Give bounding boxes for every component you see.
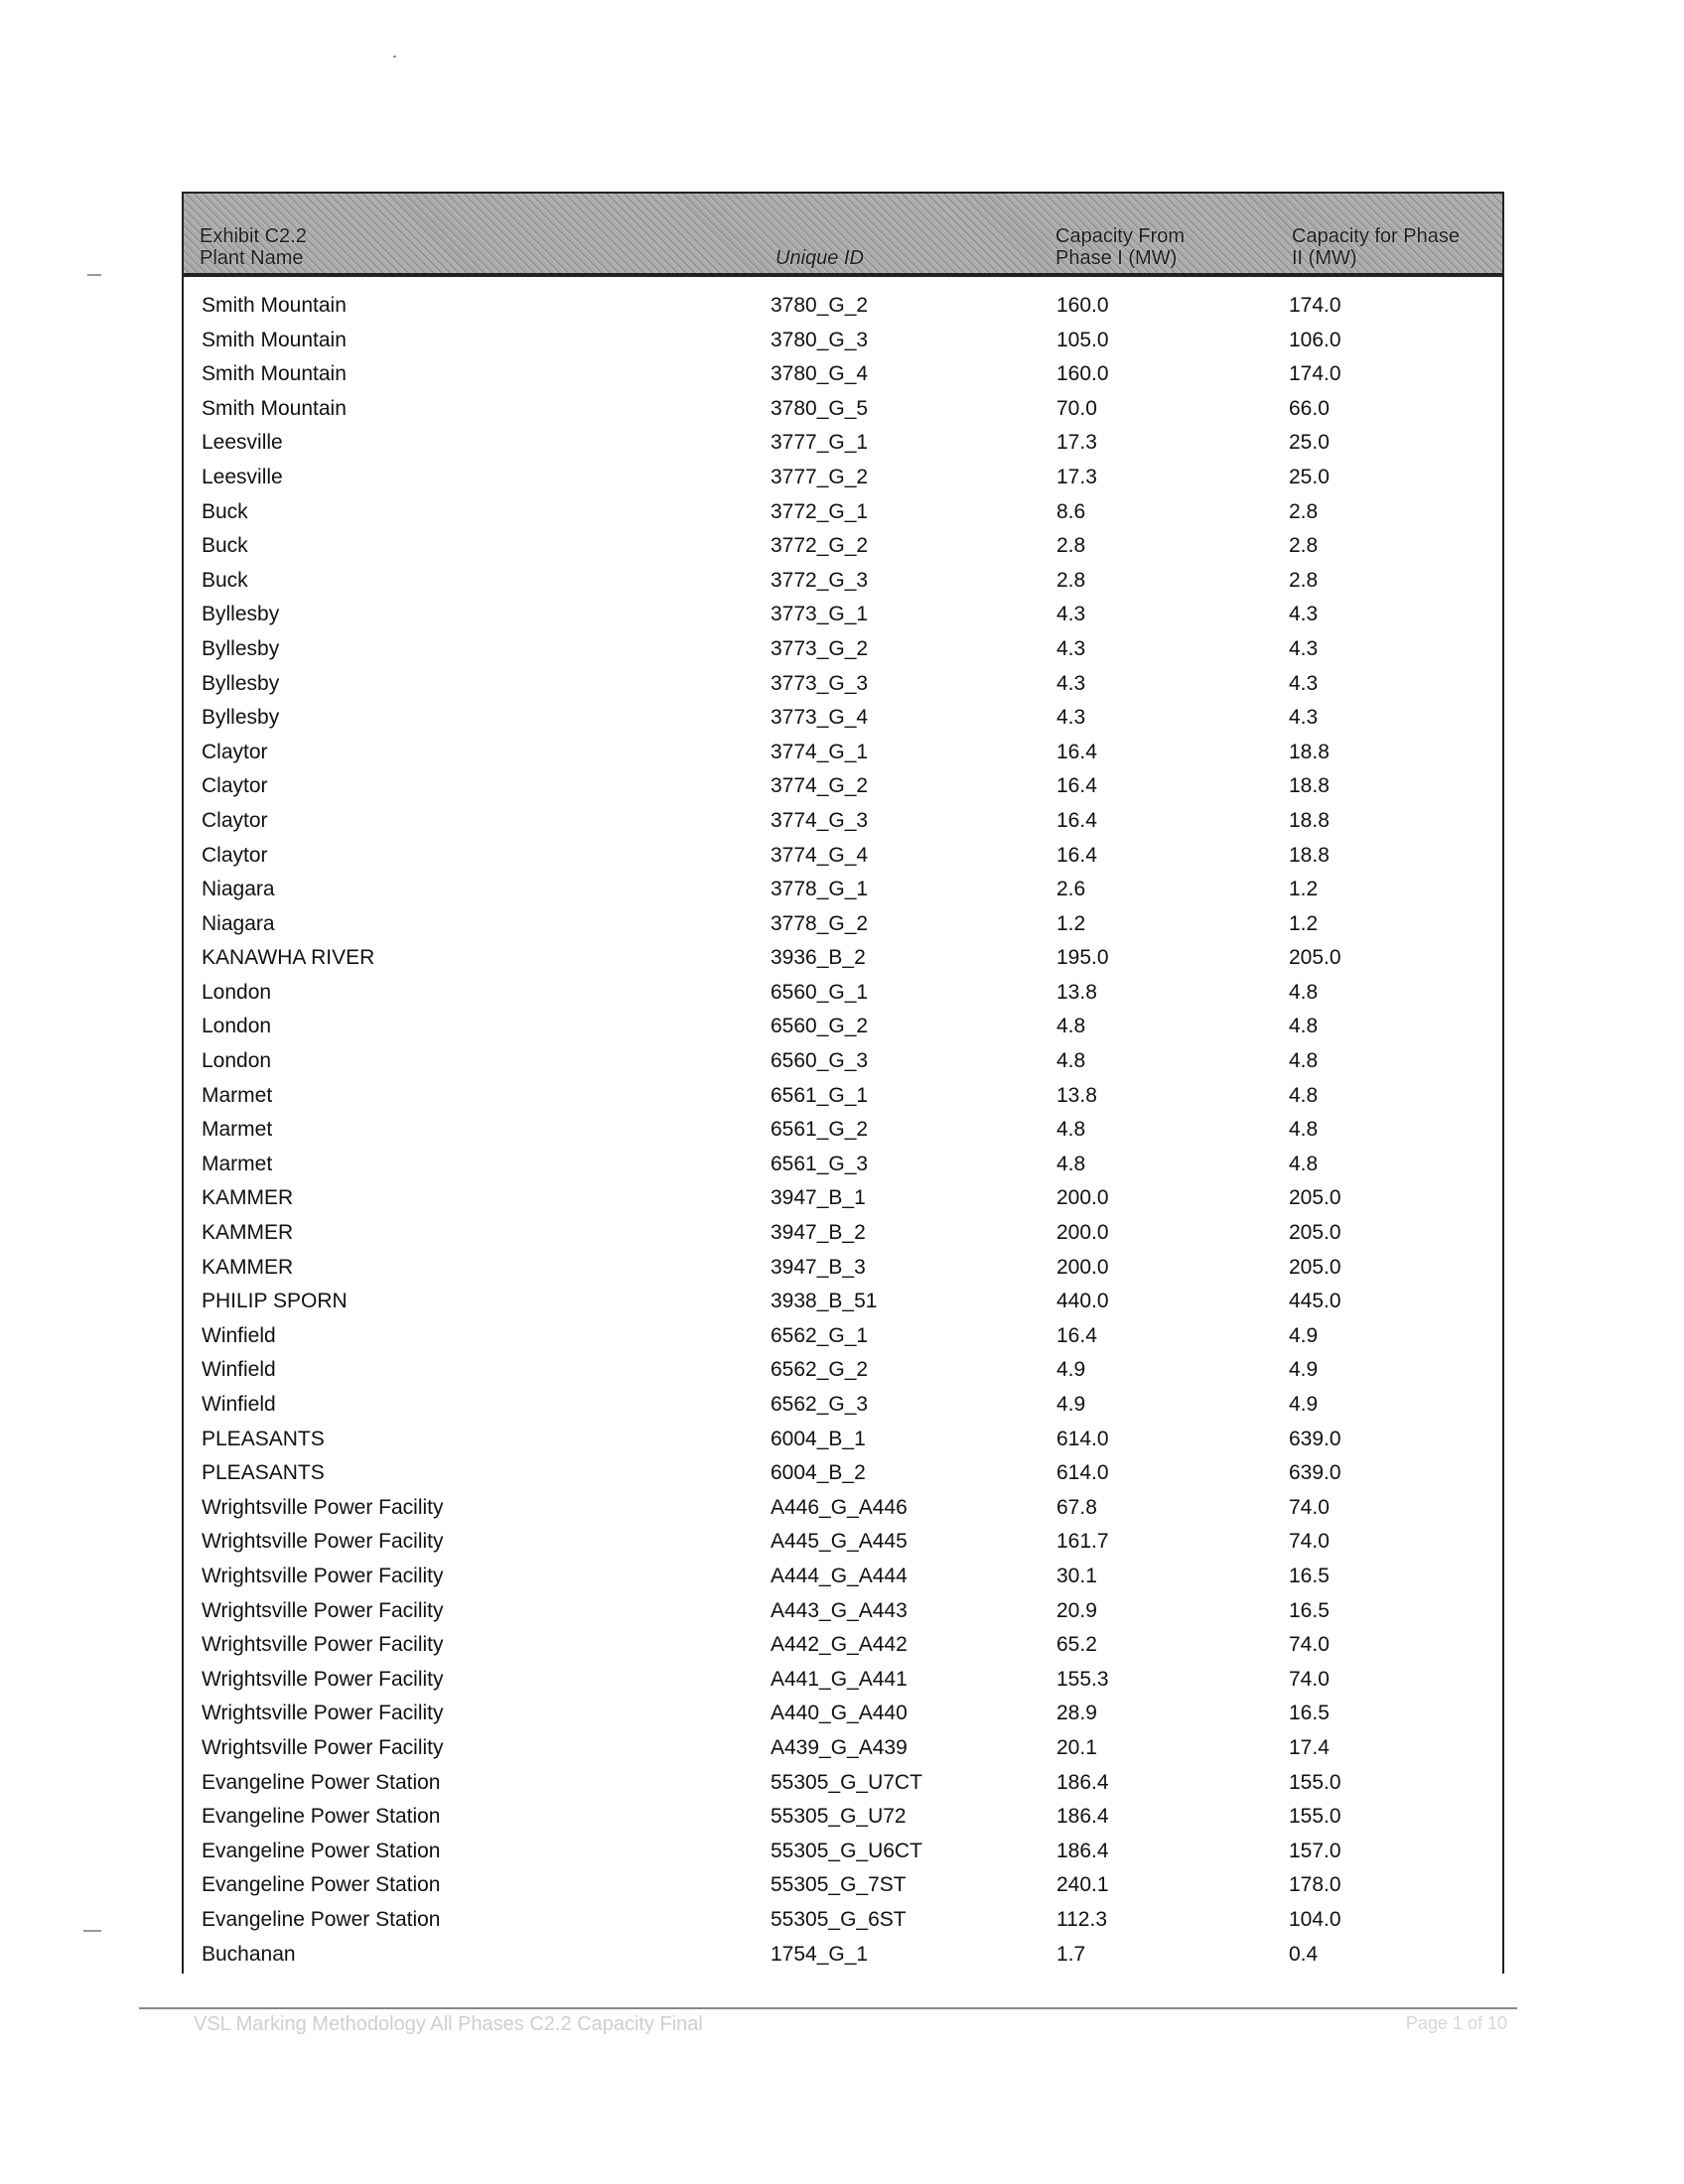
cell-capacity-phase2: 205.0 (1289, 946, 1341, 970)
cell-plant-name: Byllesby (202, 706, 280, 730)
cell-plant-name: Buchanan (202, 1942, 296, 1966)
table-row (184, 769, 1502, 804)
cell-capacity-phase1: 112.3 (1056, 1907, 1107, 1931)
table-row (184, 1697, 1502, 1731)
table-row (184, 873, 1502, 907)
cell-unique-id: 3773_G_4 (771, 706, 869, 730)
table-row (184, 839, 1502, 874)
cell-unique-id: 3773_G_2 (771, 636, 869, 660)
cell-plant-name: Byllesby (202, 671, 280, 695)
cell-capacity-phase1: 155.3 (1056, 1667, 1109, 1691)
cell-capacity-phase1: 2.6 (1056, 878, 1086, 901)
cell-plant-name: Wrightsville Power Facility (202, 1598, 444, 1622)
cell-unique-id: 3778_G_1 (771, 878, 869, 901)
cell-capacity-phase1: 70.0 (1056, 396, 1097, 420)
header-capacity-phase2 (1292, 225, 1460, 269)
cell-unique-id: A446_G_A446 (771, 1495, 908, 1519)
table-row (184, 1181, 1502, 1216)
cell-unique-id: A441_G_A441 (771, 1667, 908, 1691)
cell-capacity-phase2: 205.0 (1289, 1255, 1341, 1279)
footer-document-title: VSL Marking Methodology All Phases C2.2 Capacity Final (194, 2013, 703, 2035)
cell-plant-name: Marmet (202, 1083, 273, 1107)
cell-plant-name: Smith Mountain (202, 294, 347, 317)
footer-page-number: Page 1 of 10 (1405, 2013, 1507, 2033)
cell-unique-id: 3774_G_1 (771, 740, 869, 763)
cell-capacity-phase1: 17.3 (1056, 431, 1097, 455)
table-row (184, 1251, 1502, 1286)
cell-capacity-phase1: 16.4 (1056, 774, 1097, 798)
cell-plant-name: KAMMER (202, 1186, 294, 1210)
cell-capacity-phase2: 4.3 (1289, 706, 1319, 730)
table-row (184, 1388, 1502, 1423)
cell-capacity-phase2: 66.0 (1289, 396, 1330, 420)
table-row (184, 1525, 1502, 1560)
header-unique-id: Unique ID (775, 247, 864, 269)
table-row (184, 324, 1502, 358)
cell-capacity-phase1: 4.9 (1056, 1393, 1086, 1416)
header-capacity-phase1-line1: Capacity From (1055, 225, 1186, 247)
capacity-table (182, 192, 1504, 1974)
cell-capacity-phase1: 614.0 (1056, 1427, 1109, 1450)
cell-plant-name: KANAWHA RIVER (202, 946, 375, 970)
cell-capacity-phase2: 4.3 (1289, 603, 1319, 626)
table-row (184, 1731, 1502, 1766)
table-row (184, 1456, 1502, 1491)
cell-plant-name: London (202, 1049, 272, 1073)
cell-capacity-phase1: 4.8 (1056, 1049, 1086, 1073)
header-capacity-phase2-line2: II (MW) (1292, 247, 1357, 269)
cell-capacity-phase2: 4.8 (1289, 1015, 1319, 1038)
cell-capacity-phase2: 174.0 (1289, 294, 1341, 317)
cell-unique-id: 3947_B_2 (771, 1221, 866, 1245)
cell-capacity-phase1: 195.0 (1056, 946, 1109, 970)
cell-capacity-phase1: 186.4 (1056, 1770, 1109, 1794)
cell-capacity-phase1: 4.8 (1056, 1015, 1086, 1038)
cell-plant-name: London (202, 1015, 272, 1038)
cell-plant-name: Wrightsville Power Facility (202, 1564, 444, 1587)
cell-plant-name: Smith Mountain (202, 362, 347, 386)
cell-plant-name: KAMMER (202, 1221, 294, 1245)
table-row (184, 976, 1502, 1011)
cell-plant-name: Wrightsville Power Facility (202, 1702, 444, 1725)
cell-capacity-phase2: 4.8 (1289, 1083, 1319, 1107)
cell-plant-name: Claytor (202, 740, 268, 763)
cell-plant-name: Marmet (202, 1118, 273, 1142)
cell-capacity-phase1: 2.8 (1056, 568, 1086, 592)
table-row (184, 1353, 1502, 1388)
cell-capacity-phase1: 4.3 (1056, 636, 1086, 660)
cell-capacity-phase1: 8.6 (1056, 499, 1086, 523)
cell-capacity-phase2: 2.8 (1289, 499, 1319, 523)
scan-speck (87, 274, 101, 276)
cell-capacity-phase1: 67.8 (1056, 1495, 1097, 1519)
table-body (184, 289, 1502, 1972)
cell-unique-id: A440_G_A440 (771, 1702, 908, 1725)
cell-capacity-phase1: 13.8 (1056, 980, 1097, 1004)
table-row (184, 1423, 1502, 1457)
header-exhibit-label: Exhibit C2.2 (200, 225, 307, 247)
cell-capacity-phase2: 2.8 (1289, 534, 1319, 558)
cell-unique-id: 3774_G_4 (771, 843, 869, 867)
cell-plant-name: Buck (202, 568, 248, 592)
cell-capacity-phase2: 25.0 (1289, 431, 1330, 455)
cell-plant-name: Evangeline Power Station (202, 1770, 441, 1794)
cell-plant-name: Leesville (202, 465, 283, 488)
cell-unique-id: 55305_G_6ST (771, 1907, 907, 1931)
cell-unique-id: 3780_G_2 (771, 294, 869, 317)
cell-capacity-phase2: 16.5 (1289, 1598, 1330, 1622)
table-row (184, 1216, 1502, 1251)
cell-unique-id: A439_G_A439 (771, 1735, 908, 1759)
cell-capacity-phase1: 1.7 (1056, 1942, 1086, 1966)
table-row (184, 289, 1502, 324)
cell-capacity-phase2: 16.5 (1289, 1564, 1330, 1587)
cell-plant-name: Evangeline Power Station (202, 1907, 441, 1931)
cell-capacity-phase1: 440.0 (1056, 1290, 1109, 1313)
cell-capacity-phase1: 17.3 (1056, 465, 1097, 488)
cell-plant-name: Wrightsville Power Facility (202, 1735, 444, 1759)
table-row (184, 1868, 1502, 1903)
cell-capacity-phase1: 200.0 (1056, 1186, 1109, 1210)
cell-capacity-phase1: 4.8 (1056, 1152, 1086, 1175)
cell-unique-id: 55305_G_7ST (771, 1873, 907, 1897)
cell-unique-id: 6004_B_2 (771, 1461, 866, 1485)
cell-capacity-phase2: 178.0 (1289, 1873, 1341, 1897)
table-row (184, 1079, 1502, 1114)
cell-unique-id: 3947_B_1 (771, 1186, 866, 1210)
cell-capacity-phase2: 155.0 (1289, 1805, 1341, 1829)
cell-capacity-phase2: 1.2 (1289, 878, 1319, 901)
table-row (184, 1319, 1502, 1354)
cell-plant-name: Niagara (202, 878, 275, 901)
cell-unique-id: 6560_G_1 (771, 980, 869, 1004)
cell-capacity-phase1: 16.4 (1056, 740, 1097, 763)
cell-plant-name: Buck (202, 534, 248, 558)
cell-capacity-phase2: 25.0 (1289, 465, 1330, 488)
cell-capacity-phase2: 74.0 (1289, 1667, 1330, 1691)
cell-capacity-phase1: 614.0 (1056, 1461, 1109, 1485)
scan-speck (393, 56, 396, 58)
cell-plant-name: Evangeline Power Station (202, 1873, 441, 1897)
cell-unique-id: 3938_B_51 (771, 1290, 878, 1313)
cell-unique-id: 55305_G_U72 (771, 1805, 907, 1829)
cell-plant-name: Niagara (202, 911, 275, 935)
cell-capacity-phase2: 174.0 (1289, 362, 1341, 386)
cell-capacity-phase2: 639.0 (1289, 1427, 1341, 1450)
cell-capacity-phase1: 4.9 (1056, 1358, 1086, 1382)
cell-capacity-phase2: 74.0 (1289, 1495, 1330, 1519)
table-row (184, 495, 1502, 530)
cell-capacity-phase2: 18.8 (1289, 774, 1330, 798)
table-row (184, 1594, 1502, 1629)
cell-plant-name: Winfield (202, 1393, 276, 1416)
cell-capacity-phase1: 2.8 (1056, 534, 1086, 558)
cell-capacity-phase2: 104.0 (1289, 1907, 1341, 1931)
cell-capacity-phase1: 4.8 (1056, 1118, 1086, 1142)
table-row (184, 598, 1502, 632)
cell-capacity-phase1: 20.1 (1056, 1735, 1097, 1759)
cell-capacity-phase2: 157.0 (1289, 1839, 1341, 1862)
cell-unique-id: 6562_G_3 (771, 1393, 869, 1416)
cell-capacity-phase2: 4.8 (1289, 1049, 1319, 1073)
cell-unique-id: 55305_G_U6CT (771, 1839, 922, 1862)
cell-unique-id: 1754_G_1 (771, 1942, 869, 1966)
cell-unique-id: 3773_G_3 (771, 671, 869, 695)
cell-capacity-phase1: 16.4 (1056, 1323, 1097, 1347)
cell-unique-id: 3780_G_4 (771, 362, 869, 386)
cell-unique-id: 3777_G_1 (771, 431, 869, 455)
cell-capacity-phase2: 4.8 (1289, 1152, 1319, 1175)
cell-plant-name: Buck (202, 499, 248, 523)
cell-capacity-phase2: 639.0 (1289, 1461, 1341, 1485)
table-row (184, 1903, 1502, 1938)
cell-unique-id: 3772_G_1 (771, 499, 869, 523)
cell-capacity-phase1: 105.0 (1056, 328, 1109, 351)
table-row (184, 426, 1502, 461)
header-capacity-phase2-line1: Capacity for Phase (1292, 225, 1460, 247)
table-row (184, 1113, 1502, 1148)
cell-capacity-phase2: 4.3 (1289, 636, 1319, 660)
footer-divider (139, 2007, 1517, 2009)
cell-capacity-phase2: 74.0 (1289, 1530, 1330, 1554)
cell-unique-id: 3778_G_2 (771, 911, 869, 935)
cell-unique-id: A443_G_A443 (771, 1598, 908, 1622)
cell-capacity-phase1: 240.1 (1056, 1873, 1109, 1897)
cell-plant-name: Claytor (202, 843, 268, 867)
cell-capacity-phase1: 1.2 (1056, 911, 1086, 935)
table-row (184, 357, 1502, 392)
cell-capacity-phase2: 4.8 (1289, 1118, 1319, 1142)
table-row (184, 667, 1502, 702)
cell-capacity-phase1: 4.3 (1056, 603, 1086, 626)
cell-capacity-phase2: 205.0 (1289, 1186, 1341, 1210)
cell-plant-name: Byllesby (202, 603, 280, 626)
cell-unique-id: 3947_B_3 (771, 1255, 866, 1279)
cell-capacity-phase2: 2.8 (1289, 568, 1319, 592)
table-row (184, 1285, 1502, 1319)
cell-unique-id: 55305_G_U7CT (771, 1770, 922, 1794)
cell-capacity-phase2: 74.0 (1289, 1633, 1330, 1657)
cell-capacity-phase2: 4.9 (1289, 1358, 1319, 1382)
cell-unique-id: 6562_G_2 (771, 1358, 869, 1382)
cell-capacity-phase1: 160.0 (1056, 362, 1109, 386)
cell-unique-id: 3774_G_2 (771, 774, 869, 798)
cell-capacity-phase2: 17.4 (1289, 1735, 1330, 1759)
table-row (184, 1766, 1502, 1801)
cell-unique-id: 6561_G_1 (771, 1083, 869, 1107)
cell-unique-id: 3777_G_2 (771, 465, 869, 488)
cell-unique-id: 6004_B_1 (771, 1427, 866, 1450)
cell-capacity-phase1: 4.3 (1056, 671, 1086, 695)
cell-plant-name: KAMMER (202, 1255, 294, 1279)
table-row (184, 1560, 1502, 1594)
cell-unique-id: 6562_G_1 (771, 1323, 869, 1347)
cell-capacity-phase2: 155.0 (1289, 1770, 1341, 1794)
table-row (184, 1663, 1502, 1698)
table-row (184, 632, 1502, 667)
cell-plant-name: Claytor (202, 774, 268, 798)
cell-capacity-phase1: 161.7 (1056, 1530, 1109, 1554)
table-row (184, 1010, 1502, 1044)
table-row (184, 392, 1502, 427)
cell-capacity-phase2: 4.9 (1289, 1393, 1319, 1416)
header-capacity-phase1-line2: Phase I (MW) (1055, 247, 1178, 269)
cell-plant-name: Marmet (202, 1152, 273, 1175)
cell-unique-id: 6561_G_2 (771, 1118, 869, 1142)
cell-capacity-phase1: 160.0 (1056, 294, 1109, 317)
table-row (184, 529, 1502, 564)
cell-capacity-phase1: 4.3 (1056, 706, 1086, 730)
cell-capacity-phase1: 28.9 (1056, 1702, 1097, 1725)
cell-plant-name: Wrightsville Power Facility (202, 1495, 444, 1519)
cell-plant-name: PLEASANTS (202, 1427, 325, 1450)
cell-plant-name: Leesville (202, 431, 283, 455)
cell-plant-name: Wrightsville Power Facility (202, 1530, 444, 1554)
cell-unique-id: A444_G_A444 (771, 1564, 908, 1587)
cell-capacity-phase2: 0.4 (1289, 1942, 1319, 1966)
cell-unique-id: 3780_G_3 (771, 328, 869, 351)
cell-capacity-phase1: 65.2 (1056, 1633, 1097, 1657)
cell-unique-id: 3772_G_3 (771, 568, 869, 592)
table-row (184, 1148, 1502, 1182)
cell-capacity-phase2: 18.8 (1289, 740, 1330, 763)
cell-plant-name: Claytor (202, 808, 268, 832)
cell-plant-name: Evangeline Power Station (202, 1805, 441, 1829)
cell-capacity-phase2: 205.0 (1289, 1221, 1341, 1245)
cell-plant-name: PHILIP SPORN (202, 1290, 348, 1313)
table-row (184, 1835, 1502, 1869)
cell-capacity-phase1: 200.0 (1056, 1221, 1109, 1245)
table-row (184, 1800, 1502, 1835)
cell-capacity-phase2: 18.8 (1289, 843, 1330, 867)
cell-unique-id: 3772_G_2 (771, 534, 869, 558)
cell-capacity-phase2: 4.9 (1289, 1323, 1319, 1347)
cell-capacity-phase2: 4.8 (1289, 980, 1319, 1004)
cell-plant-name: Winfield (202, 1323, 276, 1347)
cell-unique-id: A445_G_A445 (771, 1530, 908, 1554)
cell-capacity-phase1: 20.9 (1056, 1598, 1097, 1622)
table-row (184, 461, 1502, 495)
cell-unique-id: 6561_G_3 (771, 1152, 869, 1175)
table-row (184, 736, 1502, 770)
cell-unique-id: A442_G_A442 (771, 1633, 908, 1657)
table-header (184, 194, 1502, 277)
cell-plant-name: Evangeline Power Station (202, 1839, 441, 1862)
cell-capacity-phase2: 4.3 (1289, 671, 1319, 695)
cell-capacity-phase1: 13.8 (1056, 1083, 1097, 1107)
table-row (184, 1044, 1502, 1079)
cell-capacity-phase2: 106.0 (1289, 328, 1341, 351)
header-plant-name-label: Plant Name (200, 247, 304, 269)
table-row (184, 1938, 1502, 1973)
table-row (184, 1491, 1502, 1526)
cell-capacity-phase1: 186.4 (1056, 1805, 1109, 1829)
table-row (184, 564, 1502, 599)
cell-capacity-phase2: 18.8 (1289, 808, 1330, 832)
cell-capacity-phase1: 30.1 (1056, 1564, 1097, 1587)
cell-unique-id: 6560_G_2 (771, 1015, 869, 1038)
cell-unique-id: 3780_G_5 (771, 396, 869, 420)
cell-plant-name: London (202, 980, 272, 1004)
cell-capacity-phase1: 200.0 (1056, 1255, 1109, 1279)
cell-plant-name: Wrightsville Power Facility (202, 1667, 444, 1691)
table-row (184, 701, 1502, 736)
cell-capacity-phase2: 445.0 (1289, 1290, 1341, 1313)
header-capacity-phase1 (1055, 225, 1185, 269)
cell-capacity-phase1: 16.4 (1056, 843, 1097, 867)
table-row (184, 1628, 1502, 1663)
cell-plant-name: Smith Mountain (202, 328, 347, 351)
cell-plant-name: PLEASANTS (202, 1461, 325, 1485)
cell-plant-name: Winfield (202, 1358, 276, 1382)
cell-capacity-phase2: 1.2 (1289, 911, 1319, 935)
table-row (184, 907, 1502, 942)
scan-speck (83, 1930, 101, 1932)
cell-capacity-phase2: 16.5 (1289, 1702, 1330, 1725)
header-plant-name (200, 225, 307, 269)
cell-unique-id: 6560_G_3 (771, 1049, 869, 1073)
cell-unique-id: 3774_G_3 (771, 808, 869, 832)
cell-plant-name: Byllesby (202, 636, 280, 660)
cell-plant-name: Wrightsville Power Facility (202, 1633, 444, 1657)
cell-capacity-phase1: 186.4 (1056, 1839, 1109, 1862)
cell-unique-id: 3936_B_2 (771, 946, 866, 970)
table-row (184, 941, 1502, 976)
cell-capacity-phase1: 16.4 (1056, 808, 1097, 832)
table-row (184, 804, 1502, 839)
cell-unique-id: 3773_G_1 (771, 603, 869, 626)
cell-plant-name: Smith Mountain (202, 396, 347, 420)
